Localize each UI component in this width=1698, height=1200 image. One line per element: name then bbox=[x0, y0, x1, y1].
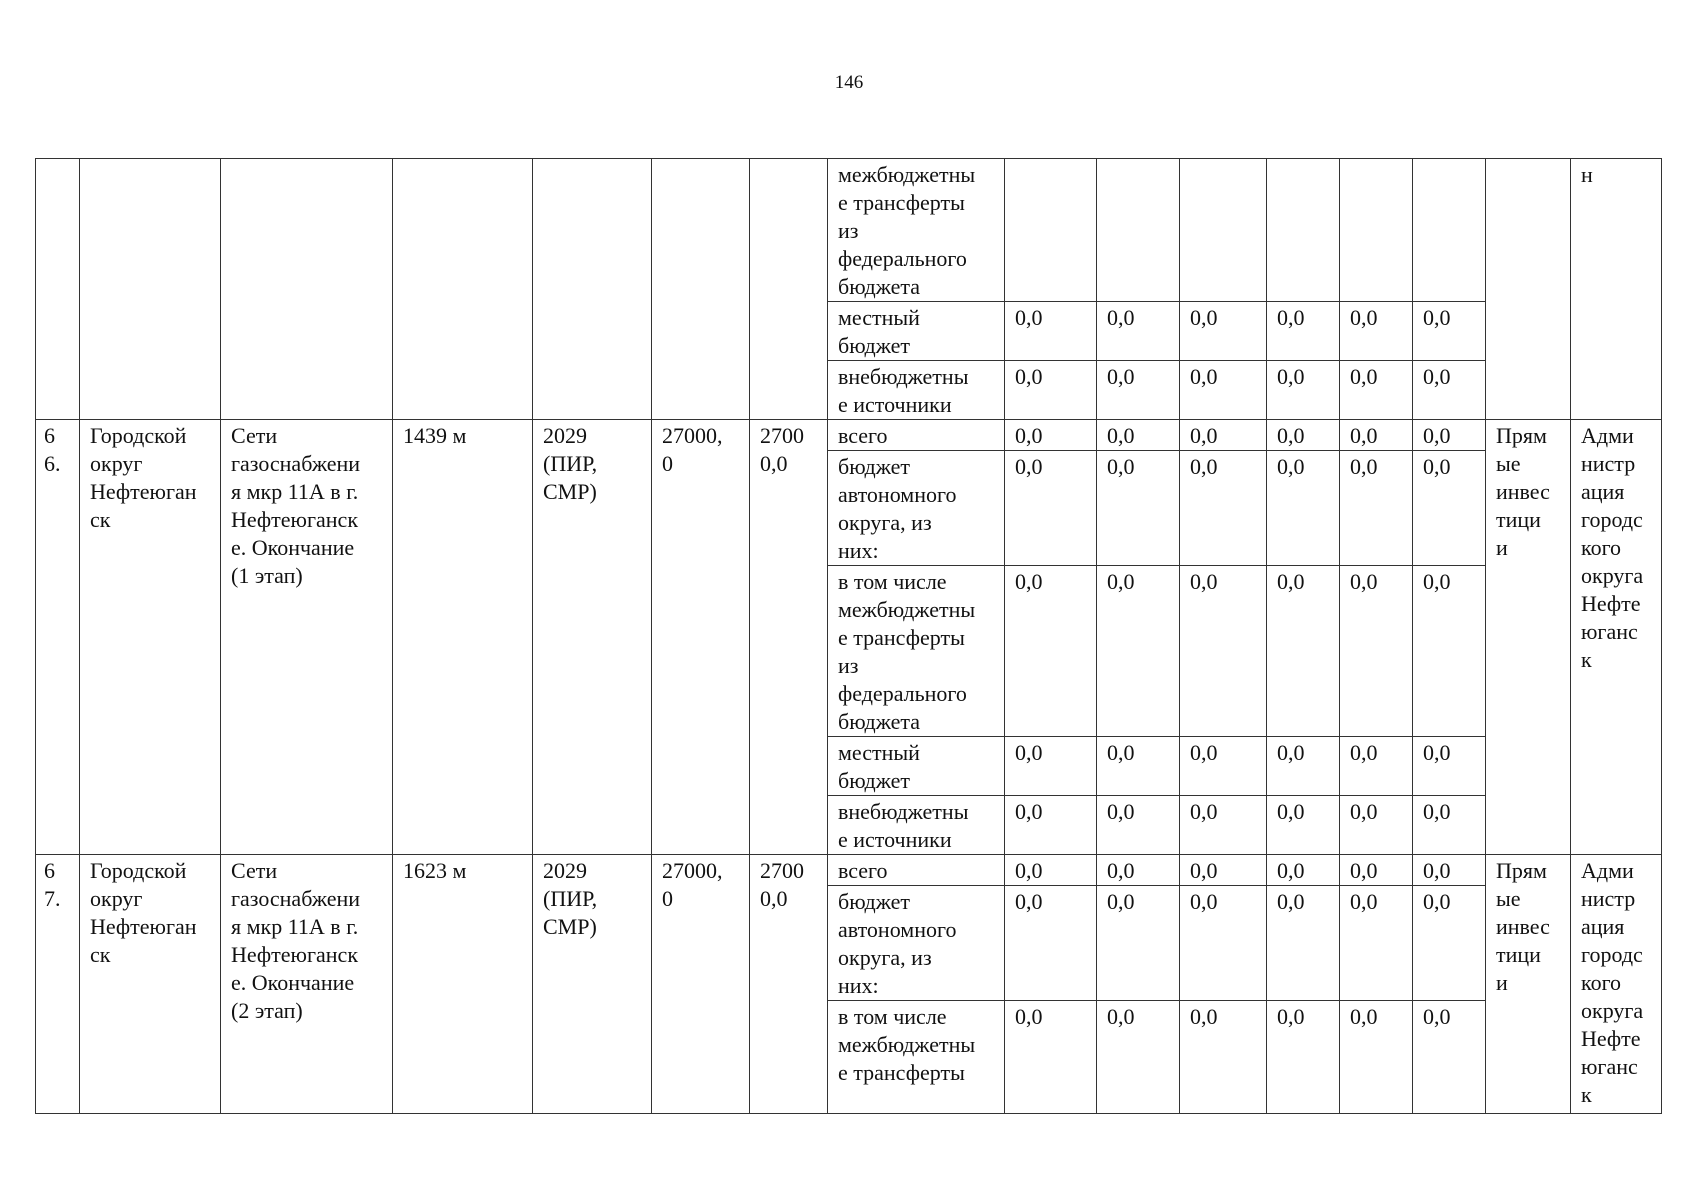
investment-table bbox=[35, 158, 1662, 1114]
page-number: 146 bbox=[834, 72, 864, 93]
value-cell: 0,0 bbox=[1005, 451, 1097, 566]
value-cell: 0,0 bbox=[1413, 361, 1486, 420]
value-cell: 0,0 bbox=[1180, 886, 1267, 1001]
value-cell: 0,0 bbox=[1005, 737, 1097, 796]
investment-form-cell: Прям ые инвес тици и bbox=[1486, 420, 1571, 855]
value-cell: 0,0 bbox=[1340, 886, 1413, 1001]
source-label: внебюджетны е источники bbox=[828, 361, 1005, 420]
value-cell: 0,0 bbox=[1267, 737, 1340, 796]
value-cell: 0,0 bbox=[1340, 1001, 1413, 1114]
value-cell: 0,0 bbox=[1340, 566, 1413, 737]
table-row bbox=[36, 420, 1662, 451]
value-cell: 0,0 bbox=[1267, 796, 1340, 855]
value-cell bbox=[1267, 159, 1340, 302]
value-cell: 0,0 bbox=[1413, 1001, 1486, 1114]
value-cell: 0,0 bbox=[1180, 1001, 1267, 1114]
value-cell bbox=[1340, 159, 1413, 302]
value-cell: 0,0 bbox=[1097, 796, 1180, 855]
value-cell: 0,0 bbox=[1340, 361, 1413, 420]
value-cell: 0,0 bbox=[1180, 796, 1267, 855]
executor-cell: Адми нистр ация городс кого округа Нефте юганс к bbox=[1571, 855, 1662, 1114]
value-cell: 0,0 bbox=[1340, 302, 1413, 361]
value-cell: 0,0 bbox=[1267, 855, 1340, 886]
value-cell: 0,0 bbox=[1180, 855, 1267, 886]
table-row bbox=[36, 855, 1662, 886]
value-cell: 0,0 bbox=[1340, 420, 1413, 451]
value-cell: 0,0 bbox=[1005, 1001, 1097, 1114]
value-cell: 0,0 bbox=[1267, 451, 1340, 566]
object-cell: Сети газоснабжени я мкр 11А в г. Нефтеюганск е. Окончание (1 этап) bbox=[221, 420, 393, 855]
value-cell: 0,0 bbox=[1267, 1001, 1340, 1114]
cost-cell bbox=[652, 159, 750, 420]
investment-form-cell: Прям ые инвес тици и bbox=[1486, 855, 1571, 1114]
remaining-cell bbox=[750, 159, 828, 420]
source-label: в том числе межбюджетны е трансферты bbox=[828, 1001, 1005, 1114]
value-cell: 0,0 bbox=[1413, 420, 1486, 451]
value-cell: 0,0 bbox=[1180, 451, 1267, 566]
object-cell: Сети газоснабжени я мкр 11А в г. Нефтеюганск е. Окончание (2 этап) bbox=[221, 855, 393, 1114]
row-number: 6 7. bbox=[36, 855, 80, 1114]
source-label: всего bbox=[828, 855, 1005, 886]
value-cell: 0,0 bbox=[1005, 886, 1097, 1001]
value-cell: 0,0 bbox=[1413, 566, 1486, 737]
value-cell: 0,0 bbox=[1340, 855, 1413, 886]
cost-cell: 27000, 0 bbox=[652, 855, 750, 1114]
source-label: всего bbox=[828, 420, 1005, 451]
capacity-cell: 1439 м bbox=[393, 420, 533, 855]
value-cell: 0,0 bbox=[1005, 566, 1097, 737]
value-cell: 0,0 bbox=[1413, 737, 1486, 796]
executor-cell: н bbox=[1571, 159, 1662, 420]
value-cell: 0,0 bbox=[1267, 420, 1340, 451]
source-label: местный бюджет bbox=[828, 737, 1005, 796]
value-cell: 0,0 bbox=[1005, 855, 1097, 886]
value-cell: 0,0 bbox=[1005, 302, 1097, 361]
value-cell: 0,0 bbox=[1097, 855, 1180, 886]
value-cell: 0,0 bbox=[1097, 566, 1180, 737]
remaining-cell: 2700 0,0 bbox=[750, 420, 828, 855]
object-cell bbox=[221, 159, 393, 420]
table-row bbox=[36, 159, 1662, 302]
value-cell: 0,0 bbox=[1097, 302, 1180, 361]
num-cell bbox=[36, 159, 80, 420]
cost-cell: 27000, 0 bbox=[652, 420, 750, 855]
value-cell bbox=[1005, 159, 1097, 302]
value-cell: 0,0 bbox=[1097, 1001, 1180, 1114]
value-cell: 0,0 bbox=[1005, 796, 1097, 855]
investment-form-cell bbox=[1486, 159, 1571, 420]
value-cell: 0,0 bbox=[1180, 420, 1267, 451]
municipality-cell: Городской округ Нефтеюган ск bbox=[80, 420, 221, 855]
year-cell: 2029 (ПИР, СМР) bbox=[533, 420, 652, 855]
capacity-cell: 1623 м bbox=[393, 855, 533, 1114]
value-cell: 0,0 bbox=[1097, 737, 1180, 796]
value-cell: 0,0 bbox=[1413, 796, 1486, 855]
year-cell bbox=[533, 159, 652, 420]
capacity-cell bbox=[393, 159, 533, 420]
value-cell: 0,0 bbox=[1413, 886, 1486, 1001]
value-cell: 0,0 bbox=[1340, 796, 1413, 855]
value-cell: 0,0 bbox=[1180, 737, 1267, 796]
value-cell: 0,0 bbox=[1180, 302, 1267, 361]
year-cell: 2029 (ПИР, СМР) bbox=[533, 855, 652, 1114]
value-cell: 0,0 bbox=[1180, 361, 1267, 420]
value-cell: 0,0 bbox=[1005, 361, 1097, 420]
value-cell: 0,0 bbox=[1413, 302, 1486, 361]
value-cell: 0,0 bbox=[1097, 886, 1180, 1001]
value-cell: 0,0 bbox=[1413, 855, 1486, 886]
value-cell bbox=[1413, 159, 1486, 302]
municipality-cell bbox=[80, 159, 221, 420]
value-cell bbox=[1097, 159, 1180, 302]
row-number: 6 6. bbox=[36, 420, 80, 855]
value-cell: 0,0 bbox=[1097, 451, 1180, 566]
value-cell: 0,0 bbox=[1340, 451, 1413, 566]
source-label: бюджет автономного округа, из них: bbox=[828, 886, 1005, 1001]
executor-cell: Адми нистр ация городс кого округа Нефте юганс к bbox=[1571, 420, 1662, 855]
source-label: межбюджетны е трансферты из федерального бюджета bbox=[828, 159, 1005, 302]
value-cell: 0,0 bbox=[1413, 451, 1486, 566]
source-label: внебюджетны е источники bbox=[828, 796, 1005, 855]
value-cell: 0,0 bbox=[1267, 361, 1340, 420]
value-cell: 0,0 bbox=[1340, 737, 1413, 796]
source-label: в том числе межбюджетны е трансферты из федерального бюджета bbox=[828, 566, 1005, 737]
value-cell: 0,0 bbox=[1005, 420, 1097, 451]
value-cell: 0,0 bbox=[1267, 302, 1340, 361]
value-cell: 0,0 bbox=[1097, 361, 1180, 420]
remaining-cell: 2700 0,0 bbox=[750, 855, 828, 1114]
source-label: местный бюджет bbox=[828, 302, 1005, 361]
value-cell: 0,0 bbox=[1267, 886, 1340, 1001]
source-label: бюджет автономного округа, из них: bbox=[828, 451, 1005, 566]
value-cell: 0,0 bbox=[1180, 566, 1267, 737]
municipality-cell: Городской округ Нефтеюган ск bbox=[80, 855, 221, 1114]
value-cell: 0,0 bbox=[1267, 566, 1340, 737]
value-cell: 0,0 bbox=[1097, 420, 1180, 451]
value-cell bbox=[1180, 159, 1267, 302]
